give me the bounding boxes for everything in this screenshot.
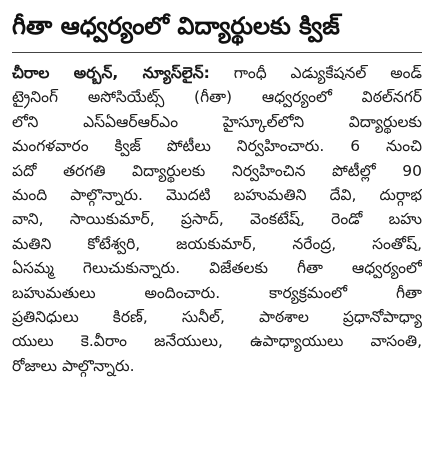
body-line: బహుమతులు అందించారు. కార్యక్రమంలో గీతా xyxy=(12,283,422,302)
body-line xyxy=(12,61,422,85)
body-line: యులు కె.వీరాం జనేయులు, ఉపాధ్యాయులు వాసంతి, xyxy=(12,332,422,351)
body-line: మంగళవారం క్విజ్ పోటీలు నిర్వహించారు. 6 నుంచి xyxy=(12,137,422,156)
body-line: ట్రైనింగ్ అసోసియేట్స్ (గీతా) ఆధ్వర్యంలో విఠల్‌నగర్ xyxy=(12,88,422,107)
body-line-text: గాంధీ ఎడ్యుకేషనల్ అండ్ xyxy=(233,64,422,82)
body-line: మతిని కోటేశ్వరి, జయకుమార్, నరేంద్ర, సంతోష్, xyxy=(12,234,422,253)
body-line: ప్రతినిధులు కిరణ్, సునీల్, పాఠశాల ప్రధానోపాధ్యా xyxy=(12,308,422,327)
body-line: ఏసమ్మ గెలుచుకున్నారు. విజేతలకు గీతా ఆధ్వర్యంలో xyxy=(12,259,422,278)
headline: గీతా ఆధ్వర్యంలో విద్యార్థులకు క్విజ్ xyxy=(12,12,340,40)
headline-divider xyxy=(12,52,422,53)
dateline: చీరాల అర్బన్, న్యూస్‌లైన్: xyxy=(12,64,210,82)
body-line: లోని ఎస్ఏఆర్ఆర్ఎం హైస్కూల్‌లోని విద్యార్థులకు xyxy=(12,112,422,131)
body-line: వాని, సాయికుమార్, ప్రసాద్, వెంకటేష్, రెండో బహు xyxy=(12,210,422,229)
body-line: రోజాలు పాల్గొన్నారు. xyxy=(12,356,135,375)
body-line: పదో తరగతి విద్యార్థులకు నిర్వహించిన పోటీల్లో 90 xyxy=(12,161,422,180)
body-line: మంది పాల్గొన్నారు. మొదటి బహుమతిని దేవి, దుర్గాభ xyxy=(12,186,422,205)
article-body xyxy=(12,61,422,378)
